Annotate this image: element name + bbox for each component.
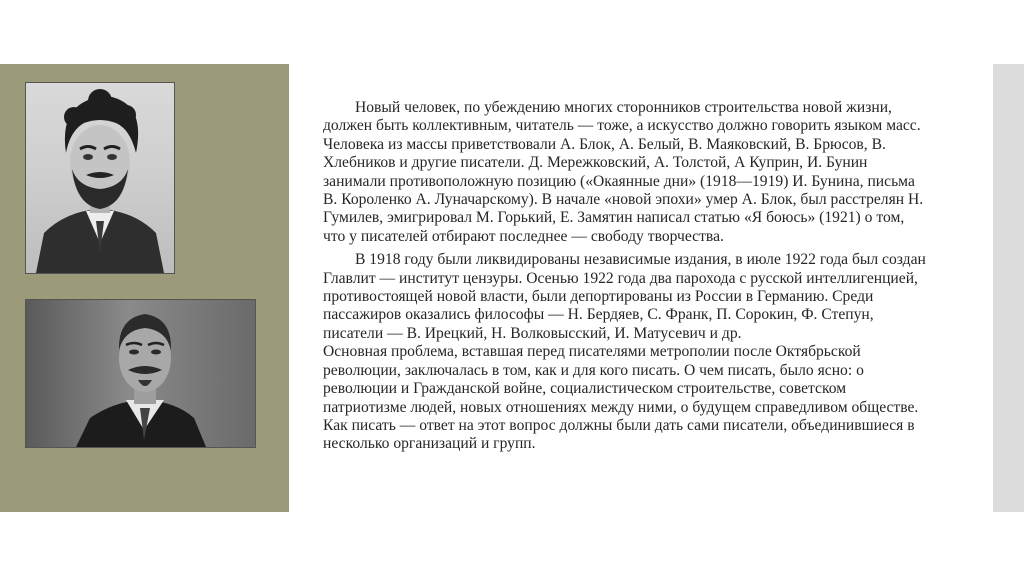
portrait-photo-1 xyxy=(25,82,175,274)
right-gray-bar xyxy=(993,64,1024,512)
portrait-1-drawing xyxy=(26,83,174,273)
main-text xyxy=(323,99,929,454)
paragraph-2: В 1918 году были ликвидированы независимые издания, в июле 1922 года был создан Главлит — институт цензуры. Осенью 1922 года два парохода с русской интеллигенцией, противостоящей новой власти, были депортированы из России в Германию. Среди пассажиров оказались философы — Н. Бердяев, С. Франк, П. Сорокин, Ф. Степун, писатели — В. Ирецкий, Н. Волковысский, И. Матусевич и др. xyxy=(323,251,926,342)
portrait-2-drawing xyxy=(26,300,255,447)
portrait-photo-2 xyxy=(25,299,256,448)
paragraph-1: Новый человек, по убеждению многих сторонников строительства новой жизни, должен быть коллективным, читатель — тоже, а искусство должно говорить языком масс. Человека из массы приветствовали А. Блок, А. Белый, В. Маяковский, В. Брюсов, В. Хлебников и другие писатели. Д. Мережковский, А. Толстой, А Куприн, И. Бунин занимали противоположную позицию («Окаянные дни» (1918—1919) И. Бунина, письма В. Короленко А. Луначарскому). В начале «новой эпохи» умер А. Блок, был расстрелян Н. Гумилев, эмигрировал М. Горький, Е. Замятин написал статью «Я боюсь» (1921) о том, что у писателей отбирают последнее — свободу творчества. xyxy=(323,99,924,245)
paragraph-3: Основная проблема, вставшая перед писателями метрополии после Октябрьской революции, заключалась в том, как и для кого писать. О чем писать, было ясно: о революции и Гражданской войне, социалистическом строительстве, советском патриотизме людей, новых отношениях между ними, о будущем справедливом обществе. Как писать — ответ на этот вопрос должны были дать сами писатели, объединившиеся в несколько организаций и групп. xyxy=(323,343,919,453)
